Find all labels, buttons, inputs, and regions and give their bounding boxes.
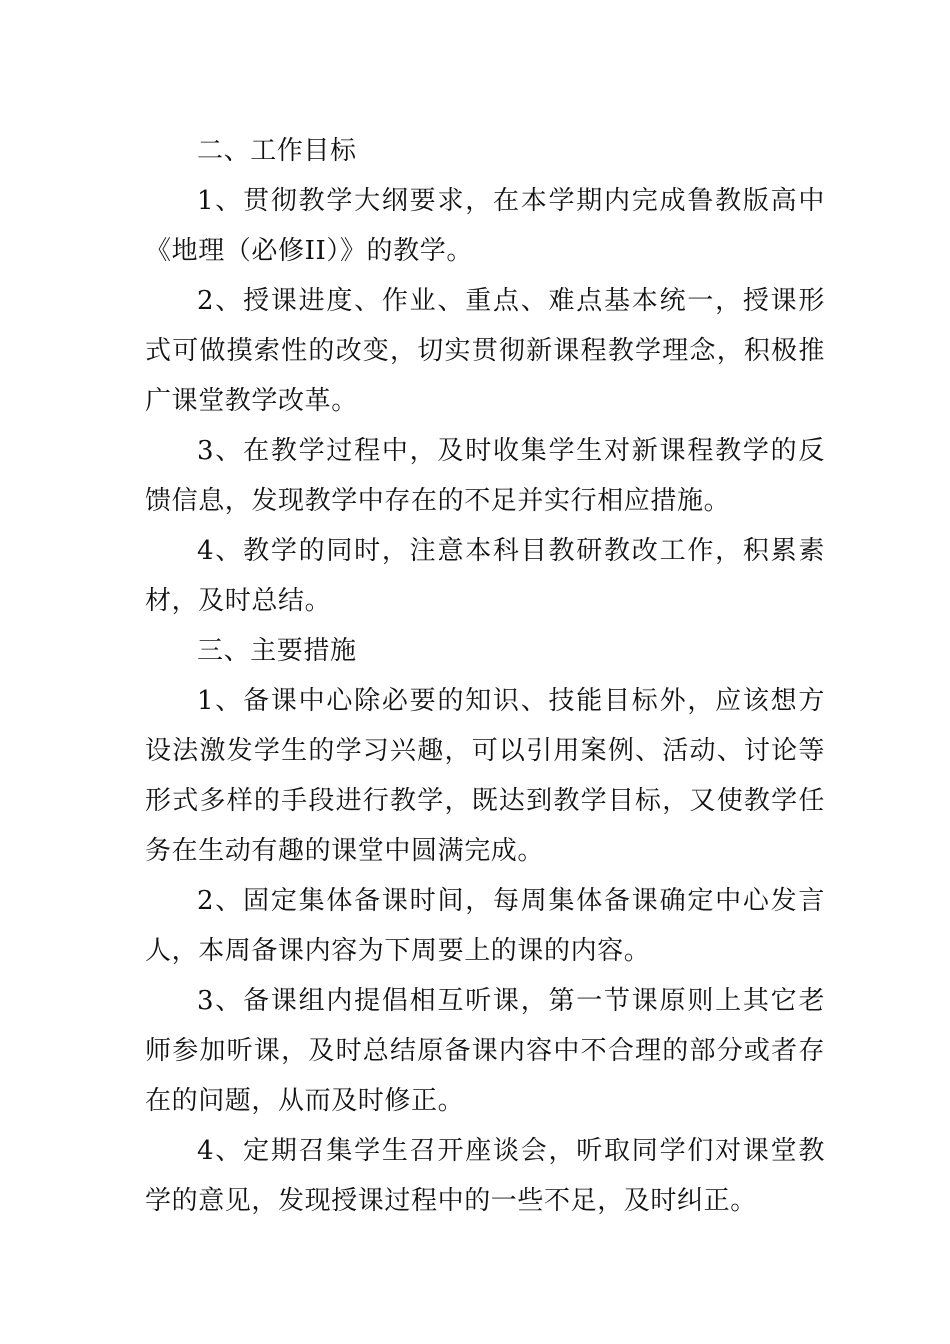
paragraph-measure-4: 4、定期召集学生召开座谈会，听取同学们对课堂教学的意见，发现授课过程中的一些不足，及时纠正。 [145,1136,825,1216]
document-body [145,126,825,1226]
paragraph-goal-4: 4、教学的同时，注意本科目教研教改工作，积累素材，及时总结。 [145,536,825,616]
paragraph-measure-1: 1、备课中心除必要的知识、技能目标外，应该想方设法激发学生的学习兴趣，可以引用案例、活动、讨论等形式多样的手段进行教学，既达到教学目标，又使教学任务在生动有趣的课堂中圆满完成。 [145,686,825,866]
section-heading-goals: 二、工作目标 [197,136,357,166]
paragraph-measure-3: 3、备课组内提倡相互听课，第一节课原则上其它老师参加听课，及时总结原备课内容中不合理的部分或者存在的问题，从而及时修正。 [145,986,825,1116]
paragraph-goal-2: 2、授课进度、作业、重点、难点基本统一，授课形式可做摸索性的改变，切实贯彻新课程教学理念，积极推广课堂教学改革。 [145,286,825,416]
paragraph-goal-1: 1、贯彻教学大纲要求，在本学期内完成鲁教版高中《地理（必修II）》的教学。 [145,186,825,266]
paragraph-measure-2: 2、固定集体备课时间，每周集体备课确定中心发言人，本周备课内容为下周要上的课的内容。 [145,886,825,966]
paragraph-goal-3: 3、在教学过程中，及时收集学生对新课程教学的反馈信息，发现教学中存在的不足并实行相应措施。 [145,436,825,516]
section-heading-measures: 三、主要措施 [197,636,357,666]
